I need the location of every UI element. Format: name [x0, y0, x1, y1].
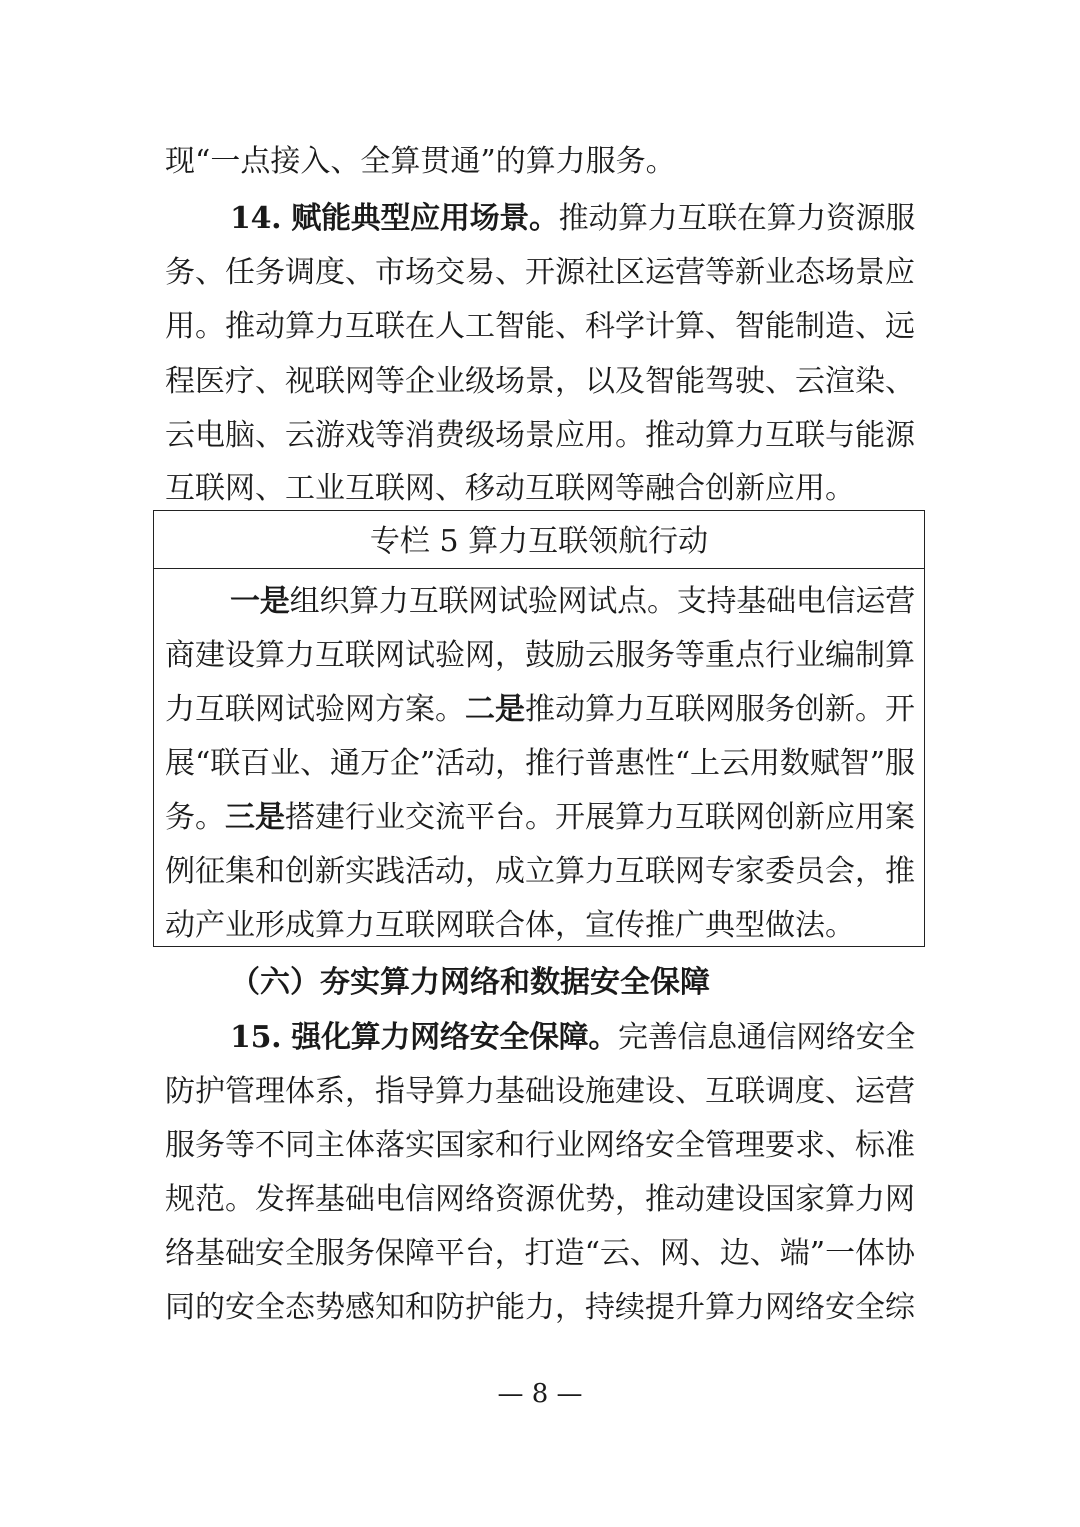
text-line: 同的安全态势感知和防护能力，持续提升算力网络安全综: [165, 1290, 915, 1325]
text-line: 程医疗、视联网等企业级场景，以及智能驾驶、云渲染、: [165, 364, 915, 399]
text-line: 完善信息通信网络安全: [618, 1020, 915, 1055]
text-line: 商建设算力互联网试验网，鼓励云服务等重点行业编制算: [165, 638, 915, 673]
text-line: 动产业形成算力互联网联合体，宣传推广典型做法。: [165, 908, 855, 943]
paragraph-line: [165, 142, 915, 182]
box-line-6: [165, 852, 915, 892]
text-fragment: 务。: [165, 800, 225, 835]
item-15-heading: 15. 强化算力网络安全保障。: [230, 1020, 619, 1055]
box-line-5: [165, 798, 915, 838]
box-line-3: [165, 690, 915, 730]
text-fragment: 推动算力互联网服务创新。开: [525, 692, 915, 727]
text-line: 推动算力互联在算力资源服: [558, 201, 915, 236]
text-line: 展“联百业、通万企”活动，推行普惠性“上云用数赋智”服: [165, 746, 915, 781]
paragraph-15-line-4: [165, 1180, 915, 1220]
text-line: 互联网、工业互联网、移动互联网等融合创新应用。: [165, 471, 855, 506]
item-14-heading: 14. 赋能典型应用场景。: [230, 201, 559, 236]
text-line: 云电脑、云游戏等消费级场景应用。推动算力互联与能源: [165, 418, 915, 453]
paragraph-14-line-5: [165, 416, 915, 456]
paragraph-14-line-1: [230, 199, 915, 239]
box-title: 专栏 5 算力互联领航行动: [369, 524, 709, 559]
text-line: 例征集和创新实践活动，成立算力互联网专家委员会，推: [165, 854, 915, 889]
section-6-heading: （六）夯实算力网络和数据安全保障: [230, 965, 710, 1000]
text-line: 组织算力互联网试验网试点。支持基础电信运营: [289, 584, 915, 619]
paragraph-15-line-3: [165, 1126, 915, 1166]
text-line: 服务等不同主体落实国家和行业网络安全管理要求、标准: [165, 1128, 915, 1163]
text-fragment: 搭建行业交流平台。开展算力互联网创新应用案: [285, 800, 915, 835]
box-line-4: [165, 744, 915, 784]
paragraph-15-line-5: [165, 1234, 915, 1274]
paragraph-14-line-6: [165, 469, 915, 509]
box-line-1: [230, 582, 915, 622]
box-line-7: [165, 906, 915, 946]
text-line: 务、任务调度、市场交易、开源社区运营等新业态场景应: [165, 255, 915, 290]
point-three-label: 三是: [225, 800, 285, 835]
paragraph-14-line-4: [165, 362, 915, 402]
box-divider: [153, 568, 925, 569]
text-fragment: 力互联网试验网方案。: [165, 692, 465, 727]
text-line: 防护管理体系，指导算力基础设施建设、互联调度、运营: [165, 1074, 915, 1109]
text-line: 用。推动算力互联在人工智能、科学计算、智能制造、远: [165, 309, 915, 344]
paragraph-14-line-3: [165, 307, 915, 347]
paragraph-15-line-6: [165, 1288, 915, 1328]
text-line: 络基础安全服务保障平台，打造“云、网、边、端”一体协: [165, 1236, 915, 1271]
paragraph-15-line-1: [230, 1018, 915, 1058]
text-line: 规范。发挥基础电信网络资源优势，推动建设国家算力网: [165, 1182, 915, 1217]
text-line: 现“一点接入、全算贯通”的算力服务。: [165, 144, 676, 179]
point-one-label: 一是: [230, 584, 290, 619]
box-line-2: [165, 636, 915, 676]
paragraph-15-line-2: [165, 1072, 915, 1112]
page-number: — 8 —: [497, 1379, 583, 1409]
point-two-label: 二是: [465, 692, 525, 727]
paragraph-14-line-2: [165, 253, 915, 293]
